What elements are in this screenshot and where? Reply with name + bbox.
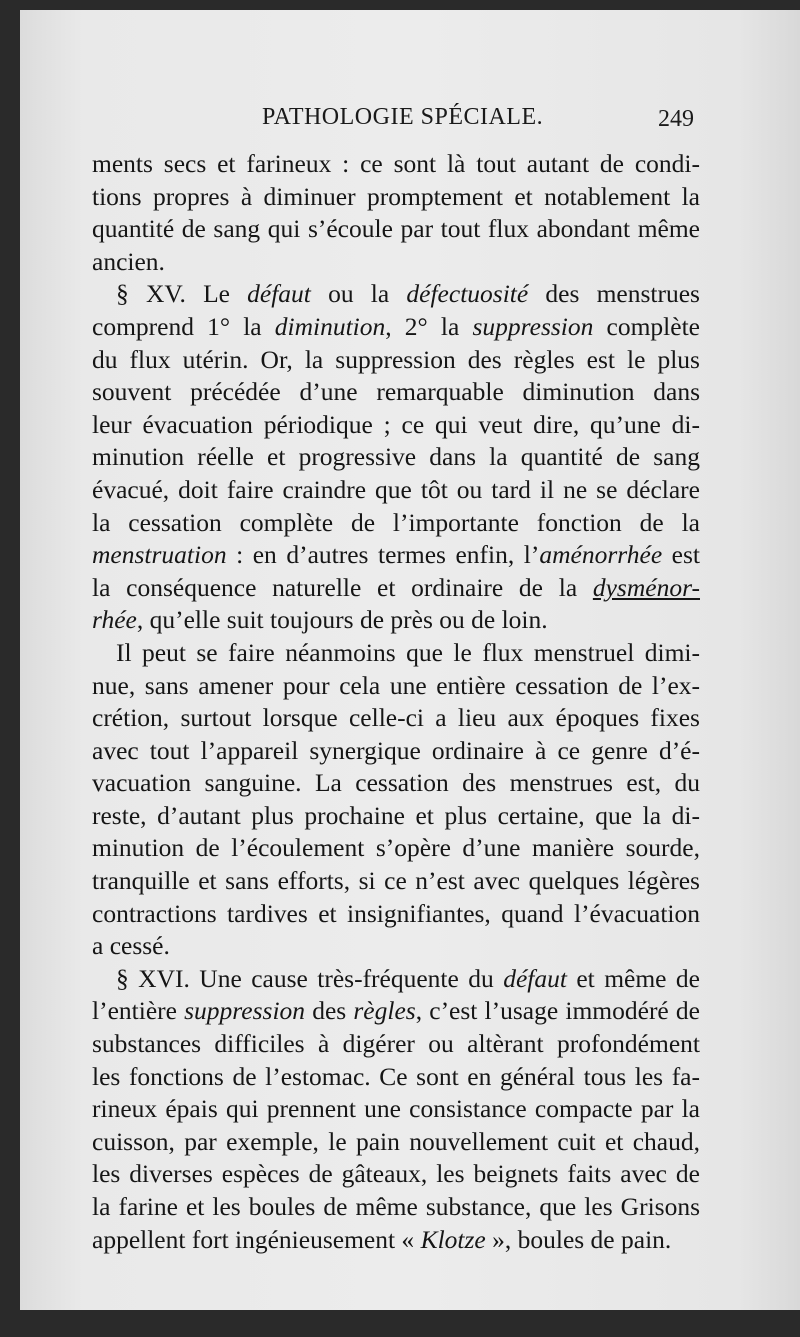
- text-run: les fonctions de l’estomac. Ce sont en général tous les fa-: [92, 1061, 700, 1091]
- text-run: l’entière: [92, 996, 185, 1026]
- text-run: : en d’autres termes enfin, l’: [226, 540, 540, 570]
- page-header: [92, 98, 700, 134]
- text-run: crétion, surtout lorsque celle-ci a lieu aux époques fixes: [92, 703, 700, 733]
- text-run: complète: [593, 311, 700, 341]
- text-line: [92, 213, 700, 246]
- text-run: évacué, doit faire craindre que tôt ou tard il ne se déclare: [92, 474, 700, 504]
- text-run: la conséquence naturelle et ordinaire de la: [92, 572, 593, 602]
- text-line: [92, 963, 700, 996]
- italic-text: défectuosité: [406, 279, 529, 309]
- text-run: appellent fort ingénieusement «: [92, 1224, 421, 1254]
- text-line: [92, 246, 700, 279]
- running-head: PATHOLOGIE SPÉCIALE.: [262, 104, 544, 130]
- text-run: cuisson, par exemple, le pain nouvellement cuit et chaud,: [92, 1126, 700, 1156]
- text-run: », boules de pain.: [485, 1224, 672, 1254]
- text-line: [92, 181, 700, 214]
- text-run: substances difficiles à digérer ou altèrant profondément: [92, 1029, 700, 1059]
- text-run: , c’est l’usage immodéré de: [415, 996, 700, 1026]
- text-run: leur évacuation périodique ; ce qui veut dire, qu’une di-: [92, 409, 700, 439]
- text-line: [92, 767, 700, 800]
- italic-text: menstruation: [92, 540, 227, 570]
- text-line: [92, 670, 700, 703]
- text-line: [92, 344, 700, 377]
- italic-text: Klotze: [420, 1224, 486, 1254]
- italic-text: dysménor-: [592, 572, 700, 602]
- text-run: § XV. Le: [116, 279, 248, 309]
- text-run: des: [305, 996, 354, 1026]
- text-line: [92, 441, 700, 474]
- text-line: [92, 1126, 700, 1159]
- text-run: des menstrues: [528, 279, 700, 309]
- text-line: [92, 800, 700, 833]
- text-run: ancien.: [92, 246, 165, 276]
- text-run: rineux épais qui prennent une consistance compacte par la: [92, 1094, 700, 1124]
- italic-text: suppression: [472, 311, 594, 341]
- text-line: [92, 865, 700, 898]
- text-line: [92, 376, 700, 409]
- text-line: [92, 1028, 700, 1061]
- text-line: [92, 148, 700, 181]
- text-line: [92, 604, 700, 637]
- text-run: contractions tardives et insignifiantes, quand l’évacuation: [92, 898, 700, 928]
- text-run: , qu’elle suit toujours de près ou de loin.: [136, 605, 548, 635]
- italic-text: règles: [353, 996, 416, 1026]
- text-run: la cessation complète de l’importante fonction de la: [92, 507, 700, 537]
- text-run: Il peut se faire néanmoins que le flux menstruel dimi-: [116, 637, 700, 667]
- italic-text: suppression: [184, 996, 306, 1026]
- text-line: [92, 930, 700, 963]
- text-line: [92, 1224, 700, 1257]
- italic-text: diminution: [274, 311, 386, 341]
- text-line: [92, 832, 700, 865]
- text-run: ou la: [310, 279, 407, 309]
- text-run: reste, d’autant plus prochaine et plus certaine, que la di-: [92, 800, 700, 830]
- text-run: minution de l’écoulement s’opère d’une manière sourde,: [92, 833, 700, 863]
- text-line: [92, 572, 700, 605]
- text-line: [92, 1061, 700, 1094]
- italic-text: rhée: [92, 605, 137, 635]
- text-run: tions propres à diminuer promptement et notablement la: [92, 181, 700, 211]
- italic-text: défaut: [503, 963, 567, 993]
- text-line: [92, 1093, 700, 1126]
- text-line: [92, 735, 700, 768]
- text-line: [92, 702, 700, 735]
- text-run: est: [662, 540, 700, 570]
- text-line: [92, 1158, 700, 1191]
- text-run: minution réelle et progressive dans la quantité de sang: [92, 442, 700, 472]
- text-line: [92, 278, 700, 311]
- italic-text: aménorrhée: [539, 540, 663, 570]
- text-run: vacuation sanguine. La cessation des menstrues est, du: [92, 768, 700, 798]
- text-run: la farine et les boules de même substance, que les Grisons: [92, 1192, 700, 1221]
- text-run: tranquille et sans efforts, si ce n’est avec quelques légères: [92, 866, 700, 896]
- text-run: a cessé.: [92, 931, 170, 961]
- text-line: [92, 311, 700, 344]
- text-line: [92, 1191, 700, 1224]
- page-number: 249: [658, 106, 694, 132]
- text-run: , 2° la: [385, 311, 473, 341]
- text-run: quantité de sang qui s’écoule par tout flux abondant même: [92, 214, 700, 244]
- text-run: souvent précédée d’une remarquable diminution dans: [92, 377, 700, 407]
- italic-text: défaut: [247, 279, 311, 309]
- text-line: [92, 409, 700, 442]
- text-run: du flux utérin. Or, la suppression des règles est le plus: [92, 344, 700, 374]
- text-line: [92, 637, 700, 670]
- text-run: § XVI. Une cause très-fréquente du: [116, 963, 504, 993]
- text-line: [92, 507, 700, 540]
- text-line: [92, 539, 700, 572]
- text-line: [92, 995, 700, 1028]
- text-run: avec tout l’appareil synergique ordinaire à ce genre d’é-: [92, 735, 700, 765]
- text-line: [92, 898, 700, 931]
- text-run: comprend 1° la: [92, 311, 275, 341]
- body-text: [92, 148, 700, 1256]
- text-run: nue, sans amener pour cela une entière cessation de l’ex-: [92, 670, 700, 700]
- text-run: et même de: [566, 963, 700, 993]
- text-run: ments secs et farineux : ce sont là tout autant de condi-: [92, 149, 700, 178]
- text-line: [92, 474, 700, 507]
- text-run: les diverses espèces de gâteaux, les beignets faits avec de: [92, 1159, 700, 1189]
